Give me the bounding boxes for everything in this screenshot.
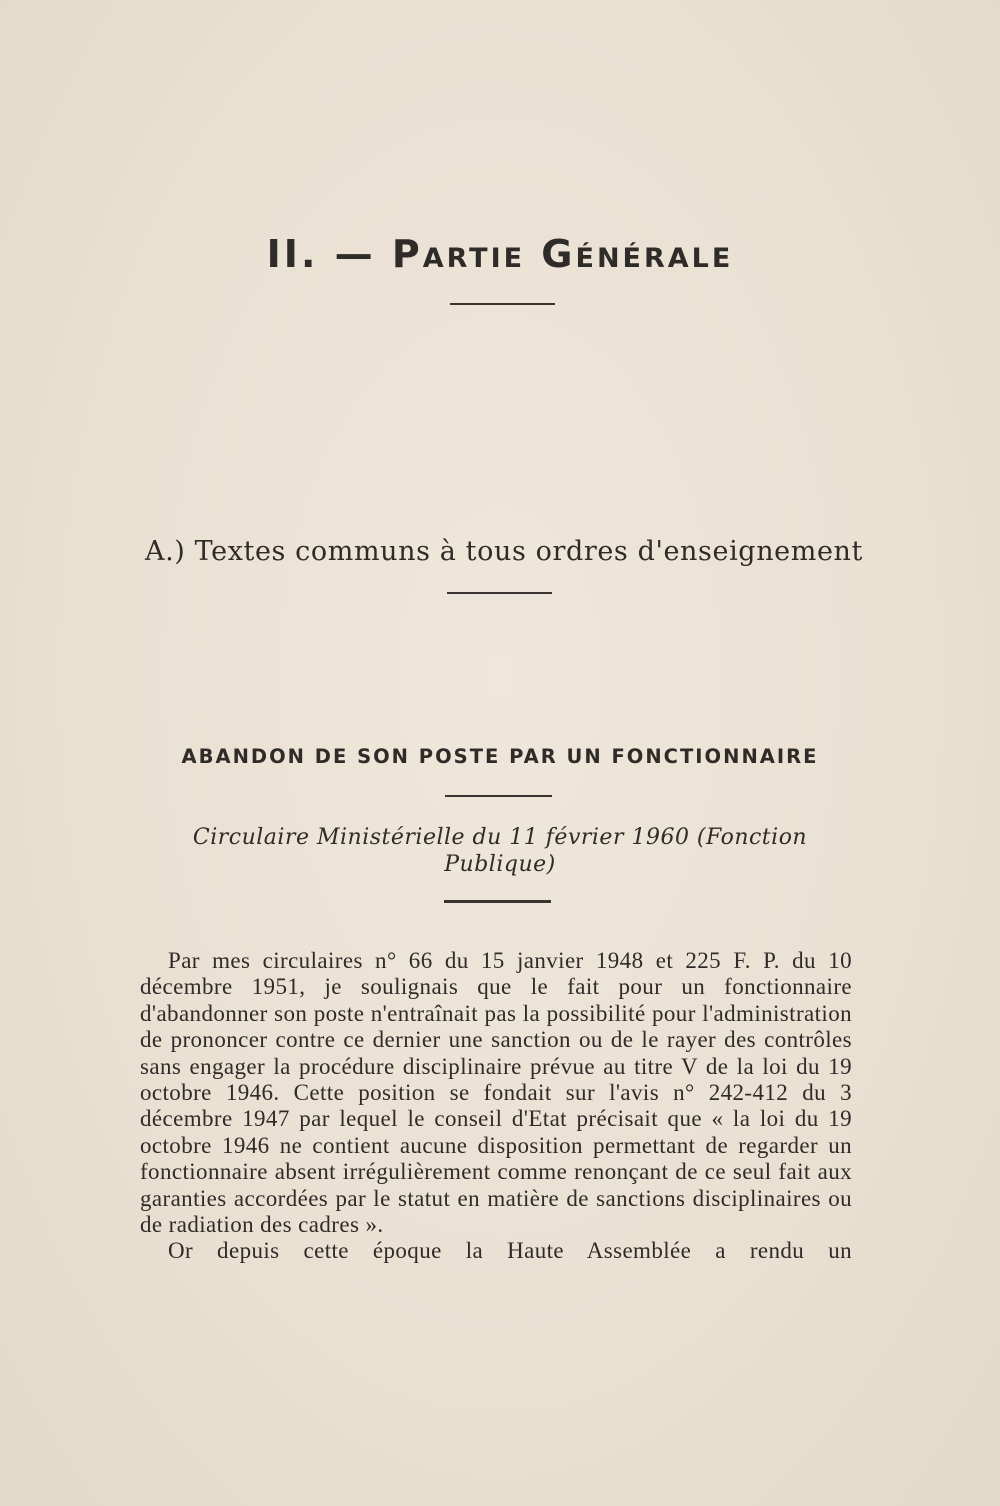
article-subtitle: Circulaire Ministérielle du 11 février 1960 (Fonction Publique) — [192, 825, 808, 877]
body-paragraph: Or depuis cette époque la Haute Assemblée a rendu un — [168, 1238, 852, 1264]
part-title: II. — Partie Générale — [266, 232, 734, 276]
article-title: ABANDON DE SON POSTE PAR UN FONCTIONNAIRE — [181, 745, 819, 768]
article-body — [140, 948, 852, 1265]
body-paragraph: Par mes circulaires n° 66 du 15 janvier 1948 et 225 F. P. du 10 décembre 1951, je soulignais que le fait pour un fonctionnaire d'abandonner son poste n'entraînait pas la possibilité pour l'administration de prononcer contre ce dernier une sanction ou de le rayer des contrôles sans engager la procédure disciplinaire prévue au titre V de la loi du 19 octobre 1946. Cette position se fondait sur l'avis n° 242-412 du 3 décembre 1947 par lequel le conseil d'Etat précisait que « la loi du 19 octobre 1946 ne contient aucune disposition permettant de regarder un fonctionnaire absent irrégulièrement comme renonçant de ce seul fait aux garanties accordées par le statut en matière de sanctions disciplinaires ou de radiation des cadres ». — [140, 948, 852, 1238]
article-title-rule — [445, 795, 552, 797]
part-title-rule — [450, 303, 555, 305]
section-title-rule — [447, 592, 552, 594]
article-subtitle-rule — [444, 900, 551, 903]
section-title: A.) Textes communs à tous ordres d'enseignement — [145, 536, 863, 567]
